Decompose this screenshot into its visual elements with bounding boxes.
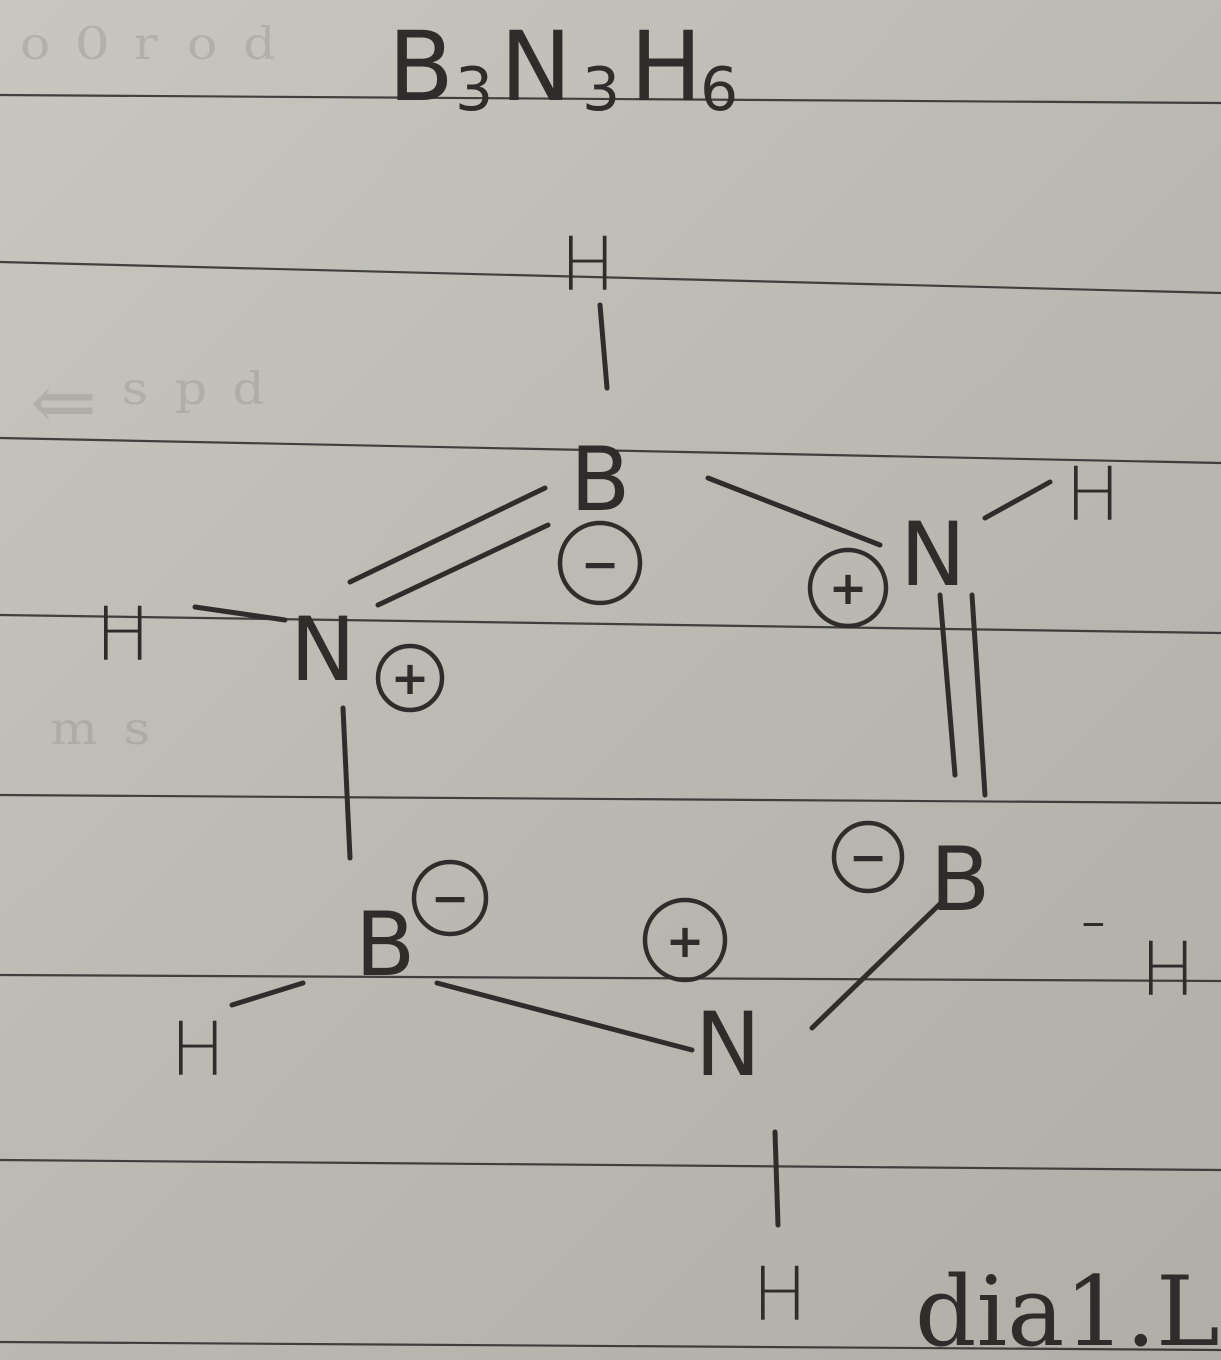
ruled-line <box>0 795 1221 803</box>
bleed-through-text: ⇐ ˢ ᵖ ᵈ <box>30 356 265 449</box>
diagram-note: dia1.L <box>915 1256 1220 1360</box>
hydrogen-top: H <box>560 222 616 308</box>
title-nitrogen: N <box>500 11 572 123</box>
hydrogen-right: H <box>1065 452 1121 538</box>
bleed-through-text: ᵐ ˢ <box>50 696 152 789</box>
ruled-line <box>0 975 1221 981</box>
title-subscript-6: 6 <box>700 55 739 125</box>
charge-plus-left-nitrogen <box>378 646 442 710</box>
bond-n-b-left <box>343 708 350 858</box>
bond-double-b-n-b <box>378 525 548 605</box>
charge-minus-sign: − <box>580 537 620 591</box>
hydrogen-bottom-right: H <box>1140 927 1196 1013</box>
atom-nitrogen-left: N <box>290 598 356 701</box>
hydrogen-left: H <box>95 592 151 678</box>
title-boron: B <box>388 11 454 123</box>
bond-n-h-right <box>985 482 1050 518</box>
bleed-through-text: ᵒ ⁰ ʳ ᵒ ᵈ <box>20 11 276 104</box>
atom-nitrogen-bottom: N <box>695 993 761 1096</box>
atom-boron-bottom-left: B <box>355 893 416 996</box>
charge-plus-sign: + <box>828 561 868 615</box>
bond-double-b-n-a <box>350 488 545 582</box>
charge-plus-sign: + <box>665 914 705 968</box>
hydrogen-bottom: H <box>752 1252 808 1338</box>
title-subscript-3: 3 <box>582 55 621 125</box>
atom-boron-bottom-right: B <box>930 828 991 931</box>
charge-plus-right-nitrogen <box>810 550 886 626</box>
ruled-line <box>0 615 1221 633</box>
charge-plus-bottom-nitrogen <box>645 900 725 980</box>
charge-minus-sign: − <box>430 871 470 925</box>
formula-title <box>388 11 738 125</box>
hydrogen-bottom-left: H <box>170 1007 226 1093</box>
charge-minus-top-boron <box>560 523 640 603</box>
title-hydrogen: H <box>630 11 703 123</box>
bond-b-h-top <box>600 305 607 388</box>
bond-b-n-bottom <box>437 983 692 1050</box>
bond-double-n-b-a <box>940 595 955 775</box>
bond-b-n-right <box>708 478 880 545</box>
charge-minus-sign: − <box>848 830 888 884</box>
atom-nitrogen-right: N <box>900 503 966 606</box>
bond-b-h-bottom-left <box>232 983 303 1005</box>
charge-plus-sign: + <box>390 651 430 705</box>
atom-boron-top: B <box>570 428 631 531</box>
charge-minus-bottom-right-boron <box>834 823 902 891</box>
charge-minus-bottom-left-boron <box>414 862 486 934</box>
bond-n-h-bottom <box>775 1132 778 1225</box>
hydrogen-bond-mark: - <box>1080 877 1107 963</box>
title-subscript-3: 3 <box>455 55 494 125</box>
bond-double-n-b-b <box>972 595 985 795</box>
bond-n-b-bottom-right <box>812 902 942 1028</box>
ruled-line <box>0 1160 1221 1170</box>
